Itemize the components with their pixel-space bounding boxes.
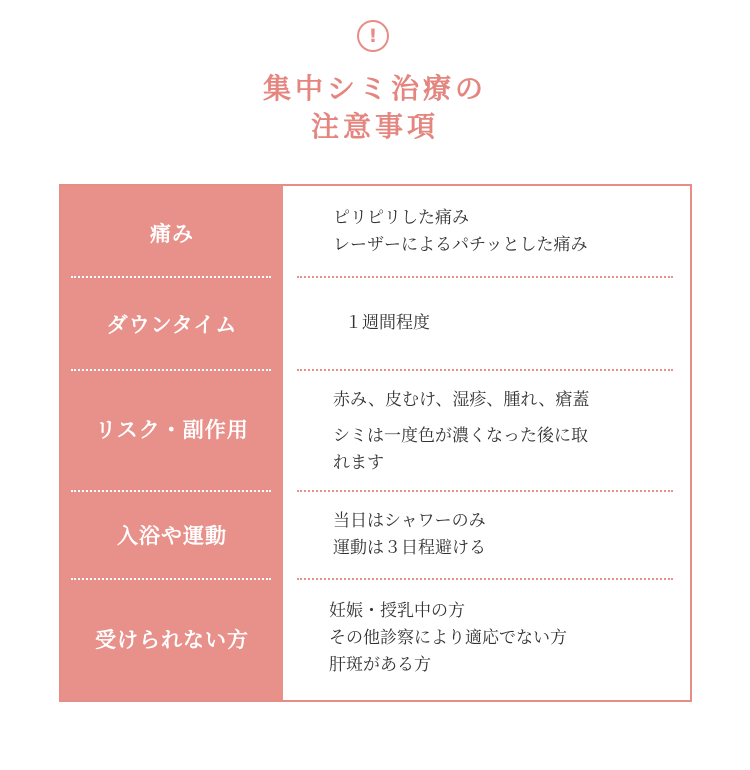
row-content-line: 運動は３日程避ける xyxy=(333,538,486,558)
row-content-line: １週間程度 xyxy=(345,313,430,333)
row-content-line: 当日はシャワーのみ xyxy=(333,511,486,531)
row-divider-right xyxy=(297,490,673,492)
row-divider-right xyxy=(297,578,673,580)
row-content-risks xyxy=(333,387,589,477)
row-content-bathing-exercise xyxy=(333,508,486,562)
row-content-line: 妊娠・授乳中の方 xyxy=(329,601,465,621)
row-content-downtime xyxy=(345,310,430,337)
row-divider-right xyxy=(297,276,673,278)
row-label-ineligible: 受けられない方 xyxy=(95,628,249,652)
precautions-table xyxy=(59,184,692,702)
row-divider-left xyxy=(71,490,271,492)
row-divider-right xyxy=(297,369,673,371)
row-content-ineligible xyxy=(329,598,567,679)
row-label-downtime: ダウンタイム xyxy=(106,313,238,337)
alert-symbol: ! xyxy=(368,25,378,47)
row-content-line: ピリピリした痛み xyxy=(333,208,469,228)
title-line-1: 集中シミ治療の xyxy=(262,72,487,105)
row-content-line: レーザーによるパチッとした痛み xyxy=(333,235,588,255)
row-divider-left xyxy=(71,369,271,371)
alert-icon xyxy=(357,20,389,52)
title-line-2: 注意事項 xyxy=(310,110,439,143)
row-divider-left xyxy=(71,578,271,580)
row-content-line: 肝斑がある方 xyxy=(329,655,431,675)
row-content-line: れます xyxy=(333,453,384,473)
row-label-bathing-exercise: 入浴や運動 xyxy=(117,524,227,548)
row-content-line: その他診察により適応でない方 xyxy=(329,628,567,648)
row-label-risks: リスク・副作用 xyxy=(95,418,249,442)
row-label-pain: 痛み xyxy=(150,222,194,246)
row-content-pain xyxy=(333,205,588,259)
row-content-line: シミは一度色が濃くなった後に取 xyxy=(333,426,588,446)
row-content-line: 赤み、皮むけ、湿疹、腫れ、瘡蓋 xyxy=(333,390,590,410)
row-divider-left xyxy=(71,276,271,278)
page-title xyxy=(0,70,750,146)
